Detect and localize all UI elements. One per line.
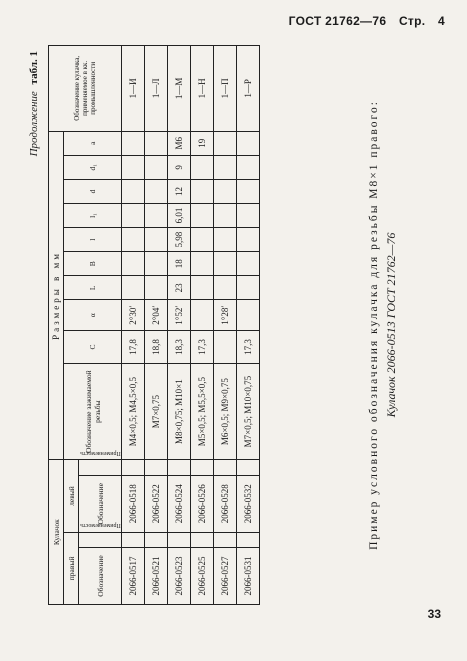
cell-alpha: [191, 300, 214, 331]
cell-alpha: 1°28′: [214, 300, 237, 331]
cell-d: 12: [168, 179, 191, 203]
cell-l: 5,98: [168, 228, 191, 252]
cell-usage: 1—П: [214, 46, 237, 132]
continuation-label: [28, 51, 40, 156]
cell-applicability: [145, 532, 168, 547]
cell-right: 2066-0523: [168, 548, 191, 605]
kulachok-header: Кулачок: [49, 460, 64, 605]
cell-a: [237, 131, 260, 155]
col-c: C: [64, 331, 122, 364]
table-row: [122, 46, 145, 605]
cell-alpha: [237, 300, 260, 331]
cell-L: [122, 276, 145, 300]
cell-l: [214, 228, 237, 252]
cell-left: 2066-0518: [122, 475, 145, 532]
cell-applicability: [237, 532, 260, 547]
cell-B: [191, 252, 214, 276]
continuation-word: Продолжение: [28, 91, 40, 157]
right-header: правый: [64, 532, 79, 604]
cell-right: 2066-0527: [214, 548, 237, 605]
cell-c: 17,3: [191, 331, 214, 364]
table-row: [214, 46, 237, 605]
table-row: [168, 46, 191, 605]
cell-thread: M5×0,5; M5,5×0,5: [191, 363, 214, 459]
cell-thread: M6×0,5; M9×0,75: [214, 363, 237, 459]
cell-L: [191, 276, 214, 300]
cell-left: 2066-0532: [237, 475, 260, 532]
cell-applicability: [145, 460, 168, 475]
cell-applicability: [237, 460, 260, 475]
cell-usage: 1—И: [122, 46, 145, 132]
left-designation-header: Обозначение: [79, 475, 122, 532]
table-row: [237, 46, 260, 605]
right-applicability-header: [79, 522, 122, 547]
cell-usage: 1—H: [191, 46, 214, 132]
left-applicability-label: Применяемость: [79, 449, 121, 456]
cell-c: 17,8: [122, 331, 145, 364]
left-header: левый: [64, 460, 79, 532]
cell-d: [191, 179, 214, 203]
cell-applicability: [214, 460, 237, 475]
dimensions-table: [48, 45, 260, 605]
cell-l: [237, 228, 260, 252]
cell-l1: [214, 204, 237, 228]
usage-header: Обозначение кулачка, применяемое в кк. промышленности: [49, 46, 122, 132]
cell-left: 2066-0522: [145, 475, 168, 532]
cell-left: 2066-0528: [214, 475, 237, 532]
cell-B: [214, 252, 237, 276]
col-l: l: [64, 228, 122, 252]
col-L: L: [64, 276, 122, 300]
rotated-table-block: [28, 45, 438, 605]
col-B: B: [64, 252, 122, 276]
table-ref: табл. 1: [28, 51, 40, 85]
cell-thread: M8×0,75; M10×1: [168, 363, 191, 459]
cell-d1: [122, 155, 145, 179]
cell-applicability: [168, 532, 191, 547]
cell-l: [145, 228, 168, 252]
cell-B: 18: [168, 252, 191, 276]
cell-d: [122, 179, 145, 203]
dims-caption: Размеры в мм: [51, 251, 61, 340]
cell-thread: M7×0,5; M10×0,75: [237, 363, 260, 459]
cell-l1: [122, 204, 145, 228]
example-line-1: Пример условного обозначения кулачка для резьбы M8×1 правого:: [368, 100, 380, 550]
cell-left: 2066-0526: [191, 475, 214, 532]
cell-applicability: [191, 532, 214, 547]
cell-d: [237, 179, 260, 203]
cell-d1: [237, 155, 260, 179]
cell-right: 2066-0525: [191, 548, 214, 605]
cell-applicability: [191, 460, 214, 475]
cell-a: 19: [191, 131, 214, 155]
cell-right: 2066-0531: [237, 548, 260, 605]
cell-l1: [145, 204, 168, 228]
cell-d: [145, 179, 168, 203]
cell-usage: 1—M: [168, 46, 191, 132]
example-line-2: Кулачок 2066-0513 ГОСТ 21762—76: [384, 232, 398, 418]
page-word: Стр.: [398, 14, 426, 28]
cell-a: M6: [168, 131, 191, 155]
cell-usage: 1—P: [237, 46, 260, 132]
cell-l: [122, 228, 145, 252]
sizes-header: [49, 131, 64, 460]
cell-alpha: 2°04′: [145, 300, 168, 331]
col-d: d: [64, 179, 122, 203]
cell-alpha: 2°30′: [122, 300, 145, 331]
page-number: 33: [427, 607, 441, 621]
cell-B: [122, 252, 145, 276]
cell-right: 2066-0521: [145, 548, 168, 605]
col-d1: d₁: [64, 155, 122, 179]
table-row: [191, 46, 214, 605]
cell-a: [145, 131, 168, 155]
cell-c: [214, 331, 237, 364]
cell-d1: [214, 155, 237, 179]
right-applicability-label: Применяемость: [79, 522, 121, 529]
designation-example: [368, 45, 399, 605]
cell-applicability: [122, 460, 145, 475]
cell-L: [237, 276, 260, 300]
page-index: 4: [438, 14, 445, 28]
cell-usage: 1—Л: [145, 46, 168, 132]
col-l1: l₁: [64, 204, 122, 228]
cell-B: [145, 252, 168, 276]
right-designation-header: Обозначение: [79, 548, 122, 605]
cell-l1: [237, 204, 260, 228]
cell-thread: M7×0,75: [145, 363, 168, 459]
cell-applicability: [122, 532, 145, 547]
col-alpha: α: [64, 300, 122, 331]
cell-thread: M4×0,5; M4,5×0,5: [122, 363, 145, 459]
cell-c: 18,8: [145, 331, 168, 364]
cell-a: [122, 131, 145, 155]
cell-L: 23: [168, 276, 191, 300]
cell-L: [214, 276, 237, 300]
cell-d1: 9: [168, 155, 191, 179]
cell-alpha: 1°52′: [168, 300, 191, 331]
cell-left: 2066-0524: [168, 475, 191, 532]
standard-code: ГОСТ 21762—76: [288, 14, 387, 28]
cell-B: [237, 252, 260, 276]
cell-l: [191, 228, 214, 252]
cell-applicability: [214, 532, 237, 547]
cell-c: 18,3: [168, 331, 191, 364]
cell-L: [145, 276, 168, 300]
cell-a: [214, 131, 237, 155]
cell-d: [214, 179, 237, 203]
cell-d1: [145, 155, 168, 179]
cell-applicability: [168, 460, 191, 475]
cell-l1: [191, 204, 214, 228]
cell-c: 17,3: [237, 331, 260, 364]
left-applicability-header: [79, 449, 122, 475]
cell-right: 2066-0517: [122, 548, 145, 605]
thread-header: Обозначение зажимаемой резьбы: [64, 363, 122, 459]
cell-d1: [191, 155, 214, 179]
col-a: a: [64, 131, 122, 155]
cell-l1: 6,01: [168, 204, 191, 228]
page-header: [280, 14, 445, 28]
table-row: [145, 46, 168, 605]
